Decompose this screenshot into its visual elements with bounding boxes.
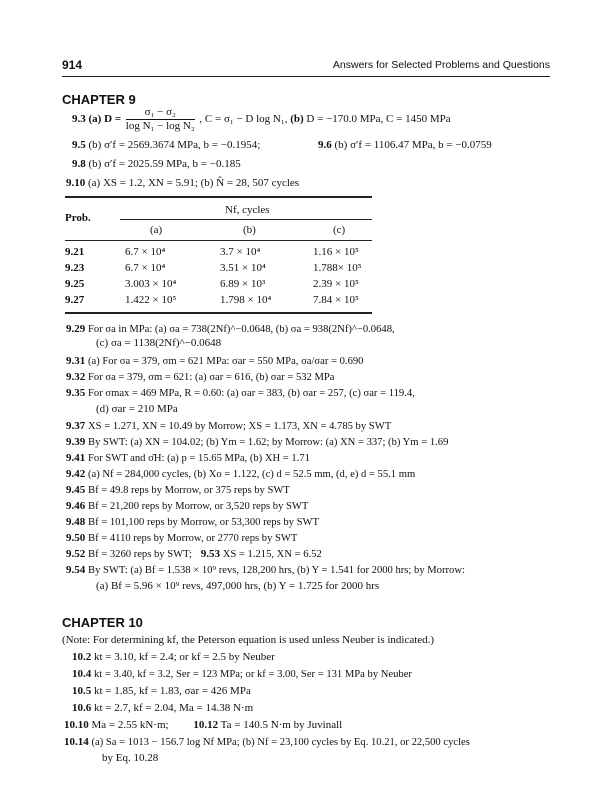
answer-9-52-53 <box>66 547 322 562</box>
answer-text: Bf = 49.8 reps by Morrow, or 375 reps by SWT <box>88 485 290 496</box>
table-row-prob: 9.27 <box>65 294 85 306</box>
answer-text: kt = 2.7, kf = 2.04, Ma = 14.38 N·m <box>94 702 254 714</box>
answer-text: , C = σ₁ − D log N₁, <box>199 113 288 126</box>
table-header-rule <box>65 240 372 241</box>
answer-9-37 <box>66 419 391 434</box>
answer-10-14-line2: by Eq. 10.28 <box>102 752 159 764</box>
problem-number: 9.6 <box>318 139 332 151</box>
table-row-prob: 9.25 <box>65 278 85 290</box>
answer-text: For σa = 379, σm = 621: (a) σar = 616, (b) σar = 532 MPa <box>88 372 335 383</box>
answer-9-48 <box>66 515 319 530</box>
answer-text: For σmax = 469 MPa, R = 0.60: (a) σar = 383, (b) σar = 257, (c) σar = 119.4, <box>88 388 415 399</box>
problem-number: 9.32 <box>66 371 86 383</box>
problem-number: 10.2 <box>72 651 92 663</box>
answer-9-54-line2: (a) Bf = 5.96 × 10⁹ revs, 497,000 hrs, (b) Y = 1.725 for 2000 hrs <box>96 580 380 592</box>
answer-10-4 <box>72 667 412 682</box>
problem-number: 9.53 <box>200 548 220 560</box>
answer-9-41 <box>66 451 310 466</box>
problem-number: 10.12 <box>193 719 219 731</box>
problem-number: 10.4 <box>72 668 92 680</box>
answer-9-32 <box>66 370 335 385</box>
fraction-numerator: σ₁ − σ₂ <box>126 106 195 120</box>
problem-number: 10.5 <box>72 685 92 697</box>
answer-10-10-12 <box>64 718 342 732</box>
column-header-b: (b) <box>243 224 256 236</box>
answer-text: By SWT: (a) Bf = 1.538 × 10⁹ revs, 128,200 hrs, (b) Y = 1.541 for 2000 hrs; by Morrow: <box>88 565 465 576</box>
answer-text: (b) σ′f = 1106.47 MPa, b = −0.0759 <box>334 139 492 151</box>
table-cell: 3.51 × 10⁴ <box>220 262 266 274</box>
answer-9-6 <box>318 138 492 152</box>
column-header-c: (c) <box>333 224 346 236</box>
table-row-header: Prob. <box>65 212 91 224</box>
problem-number: 9.3 <box>72 113 86 126</box>
table-cell: 6.7 × 10⁴ <box>125 246 166 258</box>
table-row-prob: 9.23 <box>65 262 85 274</box>
answer-10-6 <box>72 701 253 715</box>
table-row-prob: 9.21 <box>65 246 85 258</box>
answer-text: Bf = 3260 reps by SWT; <box>88 549 192 560</box>
problem-number: 9.45 <box>66 484 86 496</box>
answer-9-8 <box>72 157 241 171</box>
answer-text: kt = 1.85, kf = 1.83, σar = 426 MPa <box>94 685 251 697</box>
table-cell: 3.003 × 10⁴ <box>125 278 177 290</box>
answer-9-50 <box>66 531 297 546</box>
chapter-9-heading: CHAPTER 9 <box>62 92 136 107</box>
answer-9-39 <box>66 435 448 450</box>
problem-number: 9.50 <box>66 532 86 544</box>
answer-9-54 <box>66 563 465 578</box>
answer-text: (b) σ′f = 2025.59 MPa, b = −0.185 <box>88 158 241 170</box>
problem-number: 9.31 <box>66 355 86 367</box>
page-header <box>62 58 550 77</box>
problem-number: 9.10 <box>66 177 86 189</box>
answer-text: (a) XS = 1.2, XN = 5.91; (b) N̂ = 28, 507 cycles <box>88 177 300 189</box>
answer-9-46 <box>66 499 308 514</box>
answer-9-35-line2: (d) σar = 210 MPa <box>96 403 178 415</box>
answer-9-42 <box>66 467 415 482</box>
problem-number: 9.29 <box>66 323 86 335</box>
answer-9-10 <box>66 176 299 190</box>
answer-text: D = −170.0 MPa, C = 1450 MPa <box>306 113 451 126</box>
problem-number: 9.37 <box>66 420 86 432</box>
answer-9-29 <box>66 322 395 337</box>
answer-part-label: (a) D = <box>88 113 122 126</box>
problem-number: 10.14 <box>64 736 89 748</box>
fraction-denominator: log N₁ − log N₂ <box>125 120 195 132</box>
chapter-10-heading: CHAPTER 10 <box>62 615 143 630</box>
answer-text: Bf = 4110 reps by Morrow, or 2770 reps by SWT <box>88 533 298 544</box>
table-cell: 2.39 × 10⁵ <box>313 278 359 290</box>
answer-10-5 <box>72 684 251 698</box>
answer-text: Ta = 140.5 N·m by Juvinall <box>220 719 343 731</box>
table-cell: 1.422 × 10⁵ <box>125 294 177 306</box>
answer-10-14 <box>64 735 470 750</box>
problem-number: 9.41 <box>66 452 86 464</box>
answer-9-29-line2: (c) σa = 1138(2Nf)^−0.0648 <box>96 337 222 349</box>
table-group-header: Nf, cycles <box>225 204 270 216</box>
answer-text: Bf = 101,100 reps by Morrow, or 53,300 reps by SWT <box>88 517 319 528</box>
problem-number: 9.39 <box>66 436 86 448</box>
problem-number: 9.46 <box>66 500 86 512</box>
table-group-rule <box>120 219 372 220</box>
answer-text: kt = 3.10, kf = 2.4; or kf = 2.5 by Neuber <box>94 651 275 663</box>
answer-9-45 <box>66 483 290 498</box>
answer-9-35 <box>66 386 415 401</box>
table-cell: 1.798 × 10⁴ <box>220 294 272 306</box>
table-cell: 7.84 × 10⁵ <box>313 294 359 306</box>
problem-number: 9.42 <box>66 468 86 480</box>
answer-9-5 <box>72 138 260 152</box>
answer-part-label: (b) <box>290 113 304 126</box>
problem-number: 9.54 <box>66 564 86 576</box>
answer-text: For σa in MPa: (a) σa = 738(2Nf)^−0.0648, (b) σa = 938(2Nf)^−0.0648, <box>88 324 395 335</box>
chapter-10-note: (Note: For determining kf, the Peterson equation is used unless Neuber is indicated.) <box>62 634 435 646</box>
problem-number: 9.48 <box>66 516 86 528</box>
answer-text: Ma = 2.55 kN·m; <box>91 719 169 731</box>
running-head: Answers for Selected Problems and Questions <box>332 59 550 71</box>
problem-number: 9.35 <box>66 387 86 399</box>
problem-number: 9.5 <box>72 139 86 151</box>
table-cell: 3.7 × 10⁴ <box>220 246 261 258</box>
column-header-a: (a) <box>150 224 163 236</box>
page-number: 914 <box>62 58 83 72</box>
answer-text: By SWT: (a) XN = 104.02; (b) Ym = 1.62; by Morrow: (a) XN = 337; (b) Ym = 1.69 <box>88 437 449 448</box>
problem-number: 10.10 <box>64 719 89 731</box>
answer-text: kt = 3.40, kf = 3.2, Ser = 123 MPa; or kf = 3.00, Ser = 131 MPa by Neuber <box>94 669 412 680</box>
table-top-rule <box>65 196 372 198</box>
table-cell: 1.16 × 10⁵ <box>313 246 359 258</box>
answer-9-3 <box>72 106 451 133</box>
table-cell: 6.7 × 10⁴ <box>125 262 166 274</box>
answer-text: XS = 1.215, XN = 6.52 <box>222 549 322 560</box>
answer-text: (a) Nf = 284,000 cycles, (b) Xo = 1.122, (c) d = 52.5 mm, (d, e) d = 55.1 mm <box>88 469 416 480</box>
table-cell: 6.89 × 10³ <box>220 278 266 290</box>
answer-text: (a) For σa = 379, σm = 621 MPa: σar = 550 MPa, σa/σar = 0.690 <box>88 356 364 367</box>
answer-text: (b) σ′f = 2569.3674 MPa, b = −0.1954; <box>88 139 261 151</box>
table-bottom-rule <box>65 312 372 314</box>
answer-text: Bf = 21,200 reps by Morrow, or 3,520 reps by SWT <box>88 501 309 512</box>
problem-number: 9.52 <box>66 548 86 560</box>
answer-text: For SWT and σ̄H: (a) p = 15.65 MPa, (b) XH = 1.71 <box>88 453 310 464</box>
problem-number: 10.6 <box>72 702 92 714</box>
answer-text: (a) Sa = 1013 − 156.7 log Nf MPa; (b) Nf = 23,100 cycles by Eq. 10.21, or 22,500 cycles <box>91 737 470 748</box>
problem-number: 9.8 <box>72 158 86 170</box>
fraction <box>126 106 195 133</box>
answer-text: XS = 1.271, XN = 10.49 by Morrow; XS = 1.173, XN = 4.785 by SWT <box>88 421 392 432</box>
answer-9-31 <box>66 354 363 369</box>
table-cell: 1.788× 10⁵ <box>313 262 362 274</box>
answer-10-2 <box>72 650 275 664</box>
